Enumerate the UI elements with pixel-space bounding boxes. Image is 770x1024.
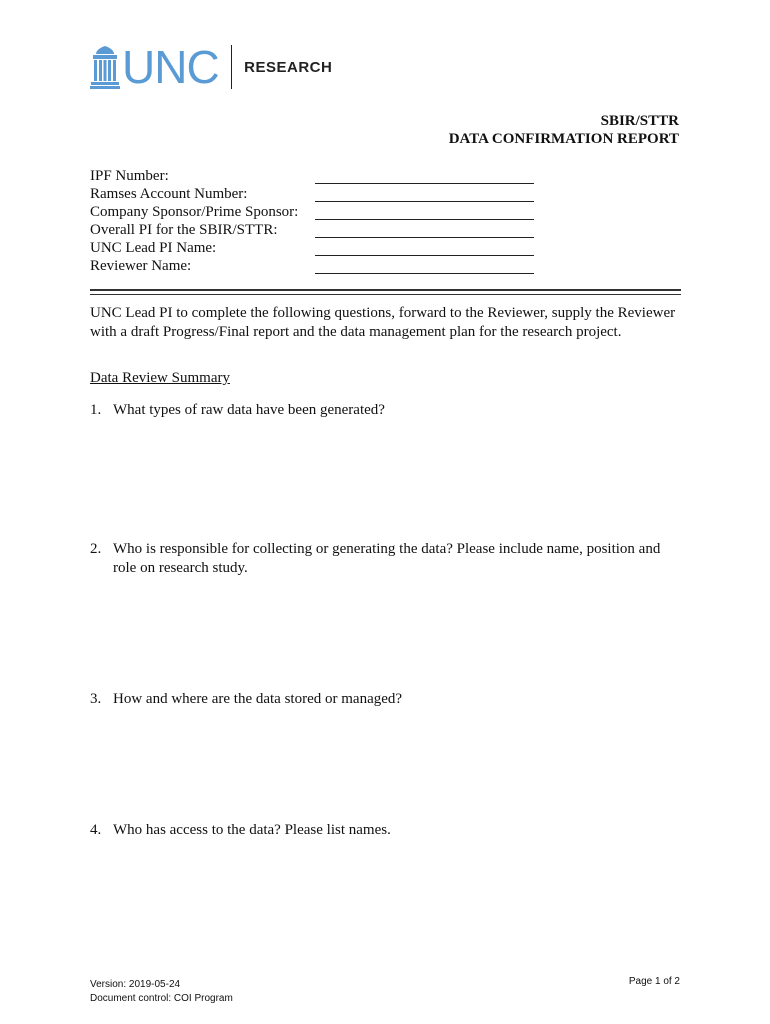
lead-pi-name-field[interactable] (315, 239, 534, 256)
question-number: 2. (90, 541, 102, 557)
field-label: Ramses Account Number: (90, 186, 248, 202)
unc-research-logo (90, 41, 333, 93)
field-label: IPF Number: (90, 168, 169, 184)
question-2 (90, 540, 680, 577)
field-row-lead-pi (90, 239, 534, 257)
report-title (449, 112, 679, 148)
ipf-number-field[interactable] (315, 167, 534, 184)
research-label: RESEARCH (244, 58, 333, 76)
document-control-text: Document control: COI Program (90, 993, 233, 1004)
overall-pi-field[interactable] (315, 221, 534, 238)
logo-divider (231, 45, 233, 89)
sponsor-field[interactable] (315, 203, 534, 220)
question-number: 1. (90, 402, 102, 418)
field-row-ipf (90, 167, 534, 185)
question-text: Who is responsible for collecting or generating the data? Please include name, position and role on research study. (113, 541, 661, 576)
question-text: Who has access to the data? Please list names. (113, 822, 391, 838)
field-row-sponsor (90, 203, 534, 221)
unc-wordmark: UNC (122, 41, 219, 93)
section-divider (90, 289, 681, 295)
field-row-reviewer (90, 257, 534, 275)
question-text: How and where are the data stored or managed? (113, 691, 403, 707)
field-row-ramses (90, 185, 534, 203)
instructions-paragraph: UNC Lead PI to complete the following questions, forward to the Reviewer, supply the Reviewer with a draft Progress/Final report and the data management plan for the research project. (90, 305, 676, 340)
field-label: Overall PI for the SBIR/STTR: (90, 222, 278, 238)
footer-doc-info (90, 978, 233, 1006)
question-4 (90, 821, 680, 840)
field-label: Company Sponsor/Prime Sponsor: (90, 204, 299, 220)
reviewer-name-field[interactable] (315, 257, 534, 274)
ramses-account-field[interactable] (315, 185, 534, 202)
version-text: Version: 2019-05-24 (90, 979, 181, 990)
title-line-2: DATA CONFIRMATION REPORT (448, 131, 679, 147)
field-label: UNC Lead PI Name: (90, 240, 217, 256)
question-1 (90, 401, 680, 420)
question-text: What types of raw data have been generated? (113, 402, 385, 418)
field-row-overall-pi (90, 221, 534, 239)
section-heading: Data Review Summary (90, 370, 230, 386)
question-3 (90, 690, 680, 709)
info-fields (90, 167, 534, 275)
old-well-icon (90, 45, 120, 89)
question-number: 3. (90, 691, 102, 707)
question-number: 4. (90, 822, 102, 838)
field-label: Reviewer Name: (90, 258, 192, 274)
title-line-1: SBIR/STTR (600, 113, 679, 129)
page-number: Page 1 of 2 (628, 976, 680, 987)
